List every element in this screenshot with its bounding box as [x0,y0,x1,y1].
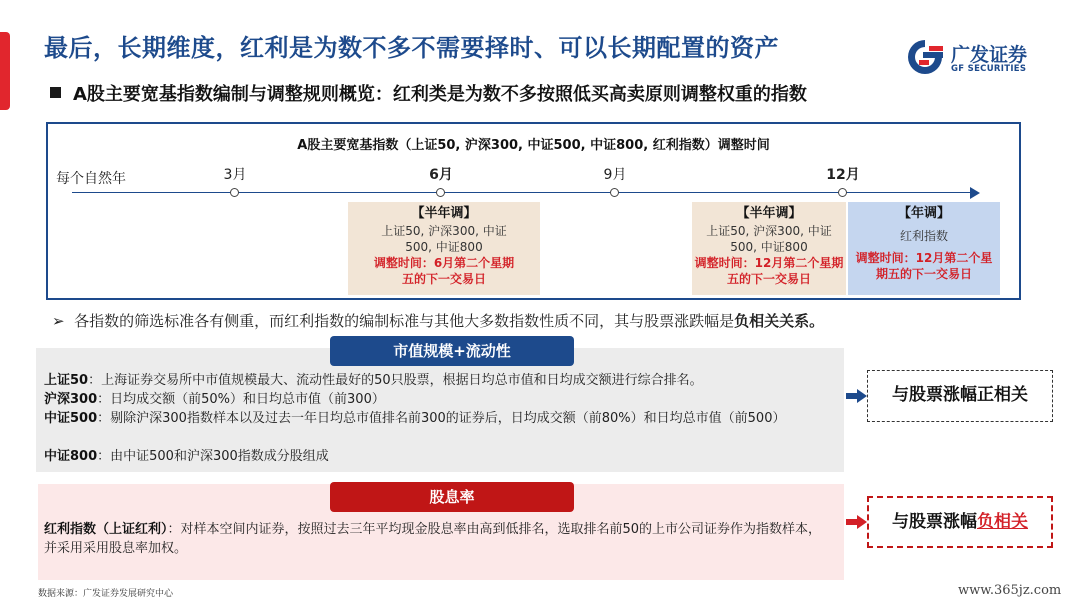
right-arrow-icon [846,516,868,528]
arrow-bullet-icon: ➢ [52,312,65,330]
index-name: 中证800 [44,449,98,464]
index-desc-csi500 [44,409,844,428]
page-title: 最后，长期维度，红利是为数不多不需要择时、可以长期配置的资产 [44,34,779,62]
event-card-dec-semi [692,202,846,295]
event-card-jun [348,202,540,295]
result-emphasis: 负相关 [977,512,1028,532]
index-rule: ：上海证券交易所中市值规模最大、流动性最好的50只股票，根据日均总市值和日均成交额进行综合排名。 [88,373,703,388]
index-desc-dividend [44,520,834,558]
event-indices: 上证50, 沪深300, 中证500, 中证800 [381,224,507,254]
index-desc-csi300 [44,390,844,409]
month-label-sep: 9月 [603,167,627,183]
brand-logo [905,38,1045,78]
event-card-dec-annual [848,202,1000,295]
timeline-tick-jun [436,188,445,197]
timeline-panel [46,122,1021,300]
event-title: 【半年调】 [411,206,477,221]
month-label-jun: 6月 [429,167,453,183]
result-prefix: 与股票涨幅 [892,512,977,532]
event-adjust-time: 调整时间：6月第二个星期五的下一交易日 [373,256,515,286]
month-label-dec: 12月 [826,167,860,183]
index-name: 中证500 [44,411,98,426]
section-subtitle [50,80,807,106]
index-name: 红利指数（上证红利） [44,522,168,537]
data-source: 数据来源：广发证券发展研究中心 [38,589,174,599]
timeline-tick-dec [838,188,847,197]
timeline-tick-sep [610,188,619,197]
summary-note [52,310,824,331]
market-cap-liquidity-pill: 市值规模+流动性 [330,336,574,366]
watermark: www.365jz.com [958,583,1062,598]
event-title: 【年调】 [897,206,950,221]
timeline-arrow-icon [970,187,980,199]
event-adjust-time: 调整时间：12月第二个星期五的下一交易日 [694,256,844,286]
event-indices: 上证50, 沪深300, 中证500, 中证800 [706,224,832,254]
timeline-tick-mar [230,188,239,197]
dividend-yield-pill: 股息率 [330,482,574,512]
event-indices: 红利指数 [899,229,948,243]
negative-correlation-box [867,496,1053,548]
index-rule: ：对样本空间内证券，按照过去三年平均现金股息率由高到低排名，选取排名前50的上市公司证券作为指数样本，并采用采用股息率加权。 [44,522,822,556]
right-arrow-icon [846,390,868,402]
square-bullet-icon [50,87,61,98]
index-rule: ：日均成交额（前50%）和日均总市值（前300） [97,392,385,407]
timeline-header: A股主要宽基指数（上证50, 沪深300, 中证500, 中证800, 红利指数）调整时间 [297,138,770,153]
logo-name-en: GF SECURITIES [951,64,1027,74]
month-label-mar: 3月 [223,167,247,183]
index-rule: ：剔除沪深300指数样本以及过去一年日均总市值排名前300的证券后，日均成交额（前80%）和日均总市值（前500） [97,411,786,426]
index-desc-csi800 [44,447,844,466]
note-emphasis: 负相关关系。 [734,312,825,330]
index-name: 上证50 [44,373,89,388]
gf-logo-icon [905,38,945,76]
positive-correlation-box: 与股票涨幅正相关 [867,370,1053,422]
event-title: 【半年调】 [736,206,802,221]
index-name: 沪深300 [44,392,98,407]
logo-name-cn: 广发证券 [951,44,1028,66]
event-adjust-time: 调整时间：12月第二个星期五的下一交易日 [855,251,993,281]
note-text: 各指数的筛选标准各有侧重，而红利指数的编制标准与其他大多数指数性质不同，其与股票涨跌幅是 [74,312,735,330]
index-desc-sse50 [44,371,844,390]
timeline-axis [72,192,972,193]
index-rule: ：由中证500和沪深300指数成分股组成 [97,449,329,464]
subtitle-text: A股主要宽基指数编制与调整规则概览：红利类是为数不多按照低买高卖原则调整权重的指数 [73,84,807,105]
accent-tab [0,32,10,110]
timeline-row-label: 每个自然年 [56,171,126,187]
